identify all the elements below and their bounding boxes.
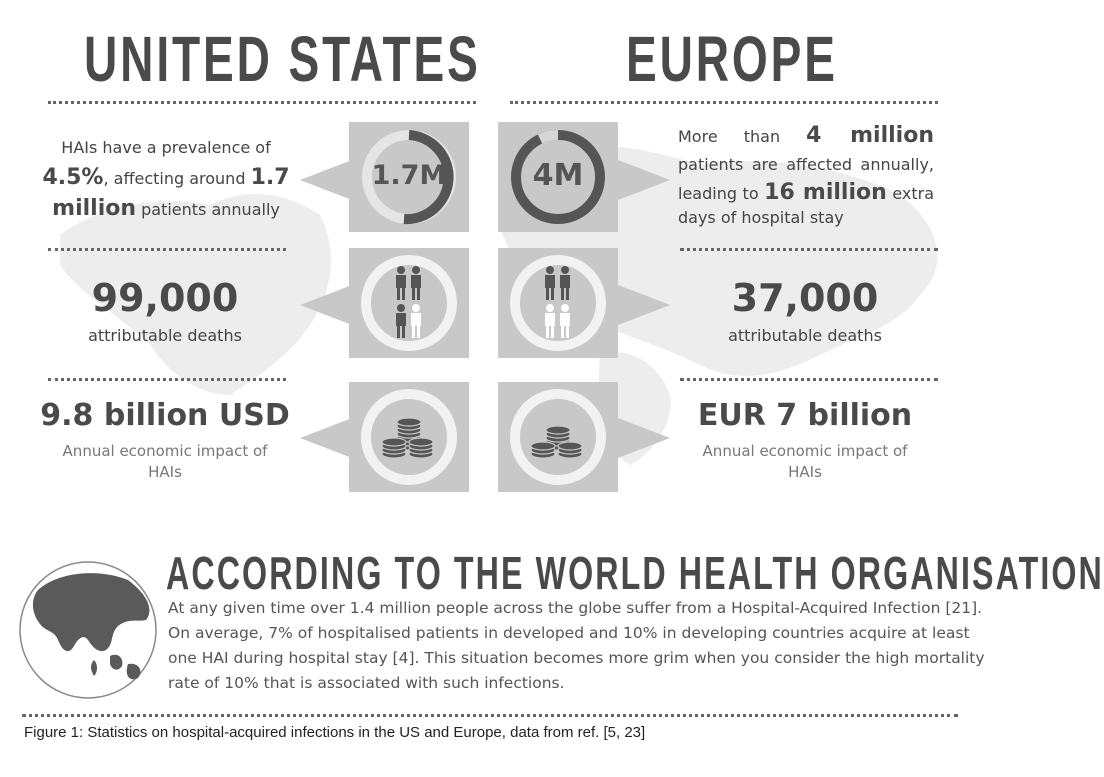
us-prevalence-post: patients annually	[141, 200, 280, 219]
us-cost-tile	[349, 382, 469, 492]
us-ring-label: 1.7M	[371, 160, 447, 191]
us-title: UNITED STATES	[84, 23, 481, 95]
eu-days: 16 million	[764, 180, 887, 205]
divider	[48, 378, 286, 381]
eu-deaths-block	[680, 276, 930, 345]
right-pointer-icon	[618, 418, 670, 458]
who-title: ACCORDING TO THE WORLD HEALTH ORGANISATION	[166, 547, 1104, 599]
europe-title: EUROPE	[626, 23, 838, 95]
eu-line2: patients are affected annually,	[678, 155, 934, 174]
eu-cost-block	[680, 398, 930, 483]
who-body: At any given time over 1.4 million people across the globe suffer from a Hospital-Acquired Infection [21]. On average, 7% of hospitalised patients in developed and 10% in developing countries acquire at least one HAI during hospital stay [4]. This situation becomes more grim when you consider the high mortality rate of 10% that is associated with such infections.	[168, 599, 985, 692]
eu-deaths-label: attributable deaths	[728, 326, 882, 345]
right-pointer-icon	[618, 160, 670, 200]
divider	[48, 248, 286, 251]
people-icon	[498, 248, 618, 358]
us-deaths-tile	[349, 248, 469, 358]
eu-leading: leading to	[678, 184, 759, 203]
us-prevalence-text	[40, 133, 292, 225]
figure-caption: Figure 1: Statistics on hospital-acquired infections in the US and Europe, data from ref. [5, 23]	[24, 724, 646, 741]
eu-extra: extra	[892, 184, 934, 203]
us-prevalence-pre: HAIs have a prevalence of	[61, 138, 271, 157]
eu-cost-label	[680, 441, 930, 483]
us-prevalence-million: million	[52, 196, 137, 221]
us-prevalence-pct: 4.5%	[42, 165, 104, 190]
globe-icon	[18, 560, 158, 700]
us-patients-tile	[349, 122, 469, 232]
left-pointer-icon	[300, 285, 352, 325]
eu-line4: days of hospital stay	[678, 208, 844, 227]
divider	[680, 378, 938, 381]
eu-deaths-value: 37,000	[731, 276, 879, 320]
eu-patients-num: 4 million	[806, 123, 934, 148]
eu-cost-value: EUR 7 billion	[697, 398, 913, 433]
eu-more-than: More than	[678, 127, 781, 146]
us-deaths-value: 99,000	[91, 276, 239, 320]
eu-cost-label-2: HAIs	[788, 463, 822, 481]
divider	[48, 101, 476, 104]
right-pointer-icon	[618, 285, 670, 325]
divider	[22, 714, 958, 717]
divider	[510, 101, 938, 104]
coins-icon	[349, 382, 469, 492]
left-pointer-icon	[300, 160, 352, 200]
eu-patients-tile	[498, 122, 618, 232]
eu-deaths-tile	[498, 248, 618, 358]
eu-patients-text	[678, 122, 934, 208]
us-deaths-block	[40, 276, 290, 345]
eu-ring-label: 4M	[532, 158, 584, 193]
left-pointer-icon	[300, 418, 352, 458]
us-prevalence-num: 1.7	[250, 165, 290, 190]
people-icon	[349, 248, 469, 358]
us-cost-label-2: HAIs	[148, 463, 182, 481]
us-prevalence-mid: , affecting around	[103, 169, 246, 188]
us-cost-label	[40, 441, 290, 483]
us-deaths-label: attributable deaths	[88, 326, 242, 345]
eu-cost-label-1: Annual economic impact of	[702, 442, 908, 460]
us-cost-block	[40, 398, 290, 483]
divider	[680, 248, 938, 251]
us-cost-value: 9.8 billion USD	[40, 398, 290, 433]
coins-icon	[498, 382, 618, 492]
eu-cost-tile	[498, 382, 618, 492]
us-cost-label-1: Annual economic impact of	[62, 442, 268, 460]
